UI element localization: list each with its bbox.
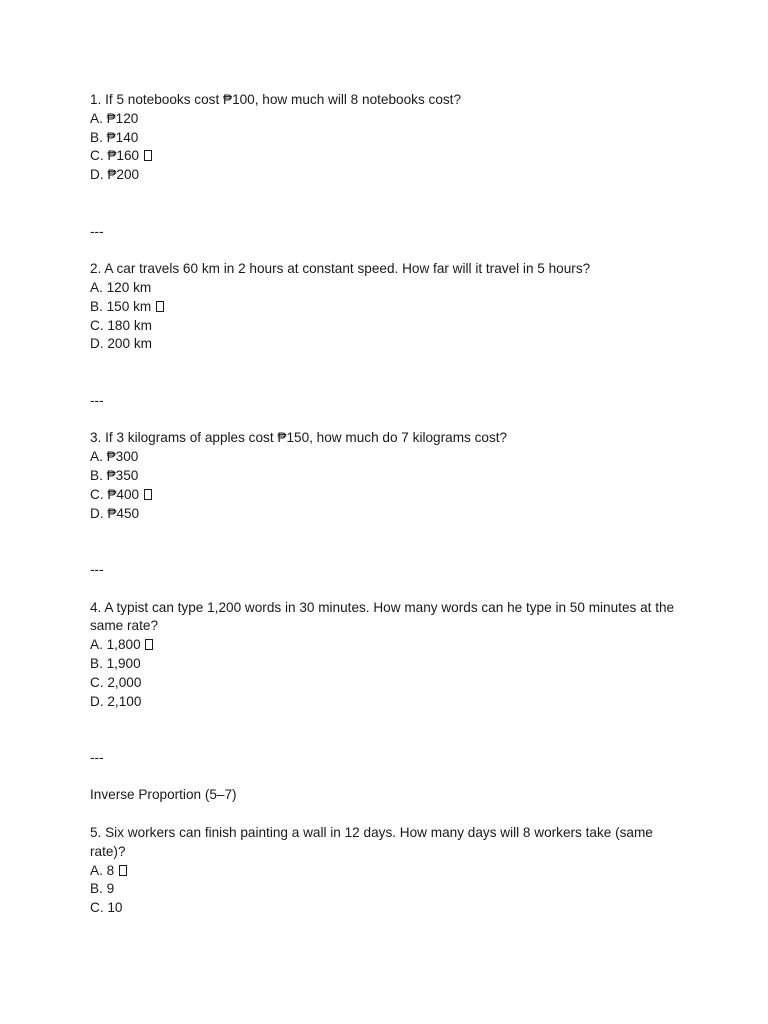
document-page	[90, 91, 680, 918]
option-label: C. ₱400	[90, 486, 143, 502]
question-3-text: 3. If 3 kilograms of apples cost ₱150, how much do 7 kilograms cost?	[90, 430, 508, 446]
option-label: A. 120 km	[90, 279, 152, 295]
missing-glyph-box-icon	[156, 301, 164, 312]
option-1b	[90, 129, 680, 148]
option-5b	[90, 880, 680, 899]
option-1c	[90, 147, 680, 166]
option-label: B. ₱140	[90, 129, 139, 145]
option-2b	[90, 298, 680, 317]
option-2d	[90, 335, 680, 354]
option-label: D. 200 km	[90, 336, 152, 352]
option-label: A. 8	[90, 862, 118, 878]
option-1d	[90, 166, 680, 185]
option-label: A. ₱300	[90, 449, 139, 465]
option-3d	[90, 505, 680, 524]
option-3b	[90, 467, 680, 486]
option-label: C. ₱160	[90, 148, 143, 164]
question-4	[90, 599, 680, 712]
option-label: A. 1,800	[90, 637, 145, 653]
missing-glyph-box-icon	[145, 639, 153, 650]
separator-4: ---	[90, 749, 104, 765]
option-label: B. 9	[90, 881, 115, 897]
option-label: B. 150 km	[90, 298, 155, 314]
section-heading: Inverse Proportion (5–7)	[90, 787, 237, 803]
missing-glyph-box-icon	[144, 150, 152, 161]
option-2c	[90, 317, 680, 336]
missing-glyph-box-icon	[144, 489, 152, 500]
separator-1: ---	[90, 223, 104, 239]
question-2-text: 2. A car travels 60 km in 2 hours at constant speed. How far will it travel in 5 hours?	[90, 261, 591, 277]
question-4-text: 4. A typist can type 1,200 words in 30 minutes. How many words can he type in 50 minutes at the same rate?	[90, 599, 678, 634]
option-label: B. 1,900	[90, 655, 141, 671]
option-label: A. ₱120	[90, 110, 139, 126]
option-label: D. ₱450	[90, 505, 140, 521]
question-5	[90, 824, 680, 918]
question-2	[90, 260, 680, 354]
option-label: C. 10	[90, 900, 123, 916]
option-3a	[90, 448, 680, 467]
separator-2: ---	[90, 392, 104, 408]
option-label: D. ₱200	[90, 167, 140, 183]
option-label: B. ₱350	[90, 467, 139, 483]
option-5c	[90, 899, 680, 918]
option-3c	[90, 486, 680, 505]
option-4d	[90, 693, 680, 712]
question-1-text: 1. If 5 notebooks cost ₱100, how much will 8 notebooks cost?	[90, 92, 462, 107]
option-4a	[90, 636, 680, 655]
separator-3: ---	[90, 561, 104, 577]
option-4b	[90, 655, 680, 674]
question-1	[90, 91, 680, 185]
option-label: C. 180 km	[90, 317, 152, 333]
option-1a	[90, 110, 680, 129]
option-2a	[90, 279, 680, 298]
option-label: C. 2,000	[90, 674, 142, 690]
missing-glyph-box-icon	[119, 865, 127, 876]
option-4c	[90, 674, 680, 693]
question-5-text: 5. Six workers can finish painting a wall in 12 days. How many days will 8 workers take (same rate)?	[90, 825, 657, 859]
question-3	[90, 429, 680, 523]
option-5a	[90, 862, 680, 881]
option-label: D. 2,100	[90, 693, 142, 709]
